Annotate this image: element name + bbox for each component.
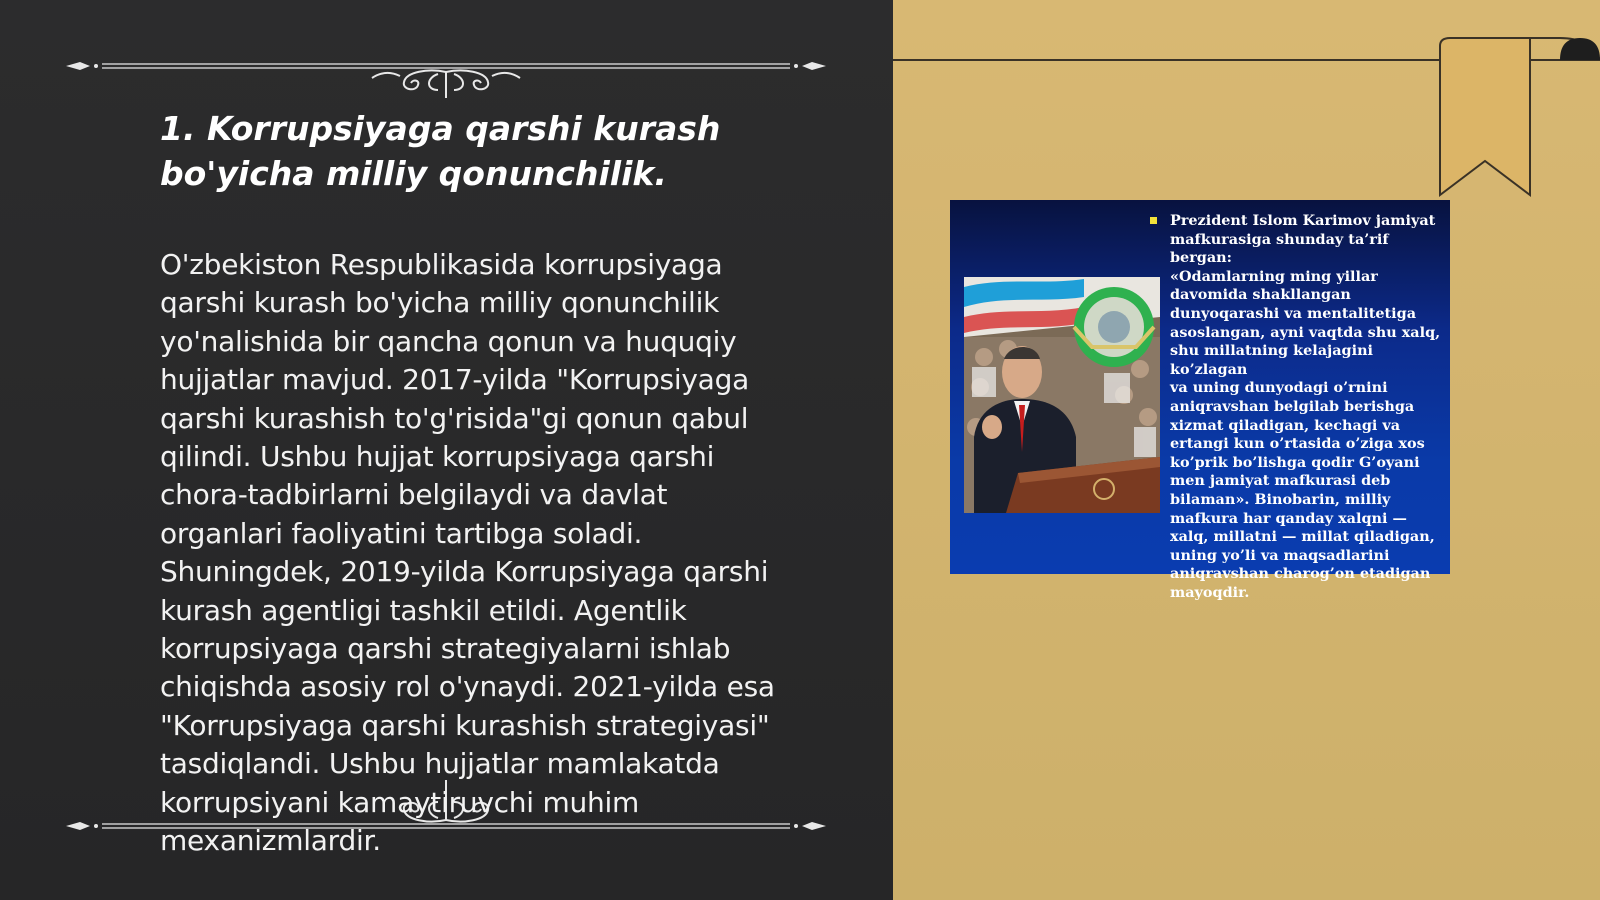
slide-body-text: O'zbekiston Respublikasida korrupsiyaga qarshi kurash bo'yicha milliy qonunchilik yo'nalishida bir qancha qonun va huquqiy hujjatlar mavjud. 2017-yilda "Korrupsiyaga qarshi kurashish to'g'risida"gi qonun qabul qilindi. Ushbu hujjat korrupsiyaga qarshi chora-tadbirlarni belgilaydi va davlat organlari faoliyatini tartibga soladi. Shuningdek, 2019-yilda Korrupsiyaga qarshi kurash agentligi tashkil etildi. Agentlik korrupsiyaga qarshi strategiyalarni ishlab chiqishda asosiy rol o'ynaydi. 2021-yilda esa "Korrupsiyaga qarshi kurashish strategiyasi" tasdiqlandi. Ushbu hujjatlar mamlakatda korrupsiyani kamaytiruvchi muhim mexanizmlardir. — [160, 248, 775, 858]
ornament-divider-icon — [66, 38, 826, 98]
bookmark-ribbon-icon — [1430, 30, 1600, 200]
picture-quote-text: Prezident Islom Karimov jamiyat mafkurasiga shunday ta’rif bergan: «Odamlarning ming yillar davomida shakllangan dunyoqarashi va mentalitetiga asoslangan, ayni vaqtda shu xalq, shu millatning kelajagini ko’zlagan va uning dunyodagi o’rnini aniqravshan belgilab berishga xizmat qiladigan, kechagi va ertangi kun o’rtasida o’ziga xos ko’prik bo’lishga qodir G’oyani men jamiyat mafkurasi deb bilaman». Binobarin, milliy mafkura har qanday xalqni — xalq, millatni — millat qiladigan, uning yo’li va maqsadlarini aniqravshan charog’on etadigan mayoqdir. — [1170, 212, 1441, 601]
bullet-icon — [1150, 217, 1157, 224]
embedded-picture — [950, 200, 1450, 601]
slide-title: 1. Korrupsiyaga qarshi kurash bo'yicha milliy qonunchilik. — [160, 109, 721, 193]
president-photo — [964, 277, 1160, 513]
